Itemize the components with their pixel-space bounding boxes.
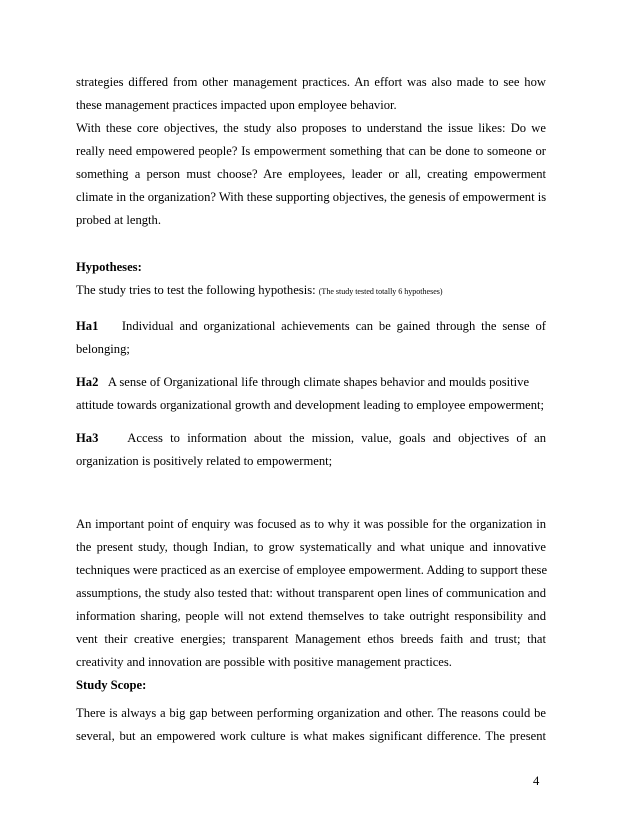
text-line [76, 373, 546, 391]
hypothesis-label: Ha1 [76, 319, 99, 333]
page-number: 4 [533, 774, 540, 788]
text-line: the present study, though Indian, to grow systematically and what unique and innovative [76, 540, 546, 554]
hypotheses-heading: Hypotheses: [76, 260, 142, 274]
text-line: attitude towards organizational growth and development leading to employee empowerment; [76, 398, 545, 412]
hypotheses-intro-line [76, 281, 546, 299]
hypothesis-label: Ha2 [76, 375, 99, 389]
text-line: something a person must choose? Are employees, leader or all, creating empowerment [76, 167, 546, 181]
hypotheses-intro: The study tries to test the following hypothesis: [76, 283, 316, 297]
text-line: belonging; [76, 342, 130, 356]
hypothesis-text: Individual and organizational achievements can be gained through the sense of [121, 319, 546, 333]
text-line: information sharing, people will not extend themselves to take outright responsibility and [76, 609, 546, 623]
text-line: really need empowered people? Is empowerment something that can be done to someone or [76, 144, 546, 158]
text-line: techniques were practiced as an exercise of employee empowerment. Adding to support these [76, 563, 548, 577]
text-line [76, 317, 546, 335]
text-line: probed at length. [76, 213, 161, 227]
text-line: With these core objectives, the study also proposes to understand the issue likes: Do we [76, 121, 546, 135]
scope-heading: Study Scope: [76, 678, 147, 692]
text-line: There is always a big gap between performing organization and other. The reasons could be [76, 706, 546, 720]
text-line: several, but an empowered work culture is what makes significant difference. The present [76, 729, 546, 743]
text-line: vent their creative energies; transparent Management ethos breeds faith and trust; that [76, 632, 546, 646]
text-line: An important point of enquiry was focused as to why it was possible for the organization in [76, 517, 546, 531]
hypothesis-label: Ha3 [76, 431, 99, 445]
hypotheses-note: (The study tested totally 6 hypotheses) [318, 287, 443, 296]
text-line: strategies differed from other management practices. An effort was also made to see how [76, 75, 546, 89]
hypothesis-text: Access to information about the mission, value, goals and objectives of an [127, 431, 546, 445]
text-line: assumptions, the study also tested that: without transparent open lines of communication and [76, 586, 546, 600]
hypothesis-text: A sense of Organizational life through climate shapes behavior and moulds positive [107, 375, 530, 389]
text-line: these management practices impacted upon employee behavior. [76, 98, 397, 112]
text-line: creativity and innovation are possible with positive management practices. [76, 655, 452, 669]
text-line: organization is positively related to empowerment; [76, 454, 333, 468]
text-line [76, 429, 546, 447]
text-line: climate in the organization? With these supporting objectives, the genesis of empowerment is [76, 190, 547, 204]
